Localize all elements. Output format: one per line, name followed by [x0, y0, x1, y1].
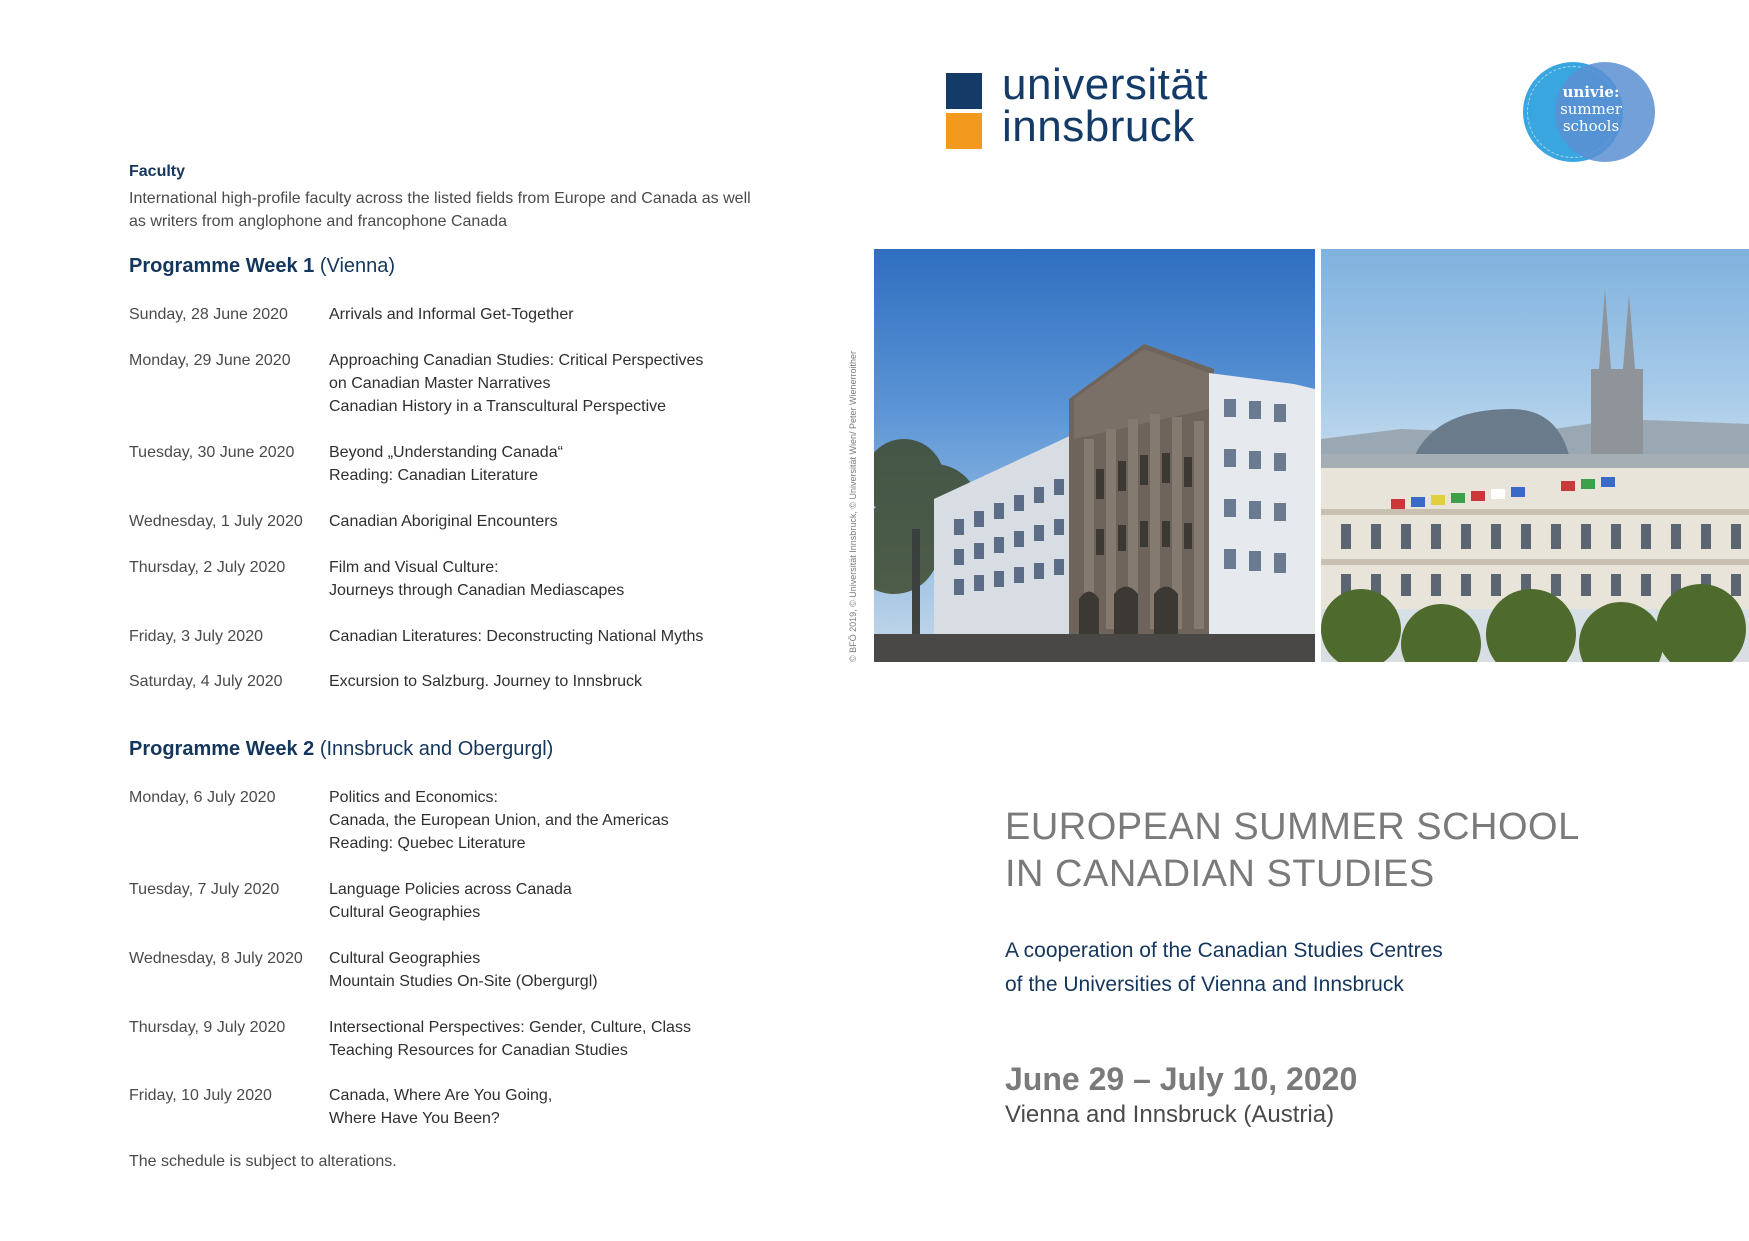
schedule-date: Thursday, 9 July 2020 [129, 1019, 286, 1036]
schedule-date: Friday, 3 July 2020 [129, 628, 263, 645]
photo-credit: © BFÖ 2019, © Universität Innsbruck, © Universität Wien/ Peter Wienerroither [848, 350, 858, 662]
week1-title: Programme Week 1 [129, 255, 315, 277]
cooperation-text [1005, 934, 1443, 1002]
schedule-date: Tuesday, 30 June 2020 [129, 444, 295, 461]
schedule-item: Beyond „Understanding Canada“ [329, 444, 563, 461]
schedule-date: Monday, 6 July 2020 [129, 789, 276, 806]
event-place: Vienna and Innsbruck (Austria) [1005, 1101, 1335, 1128]
schedule-item: Cultural Geographies [329, 904, 481, 921]
event-dates: June 29 – July 10, 2020 [1005, 1061, 1358, 1097]
schedule-date: Monday, 29 June 2020 [129, 352, 291, 369]
schedule-item: Approaching Canadian Studies: Critical Perspectives [329, 352, 704, 369]
schedule-item: Teaching Resources for Canadian Studies [329, 1042, 628, 1059]
schedule-item: Mountain Studies On-Site (Obergurgl) [329, 973, 598, 990]
faculty-description: International high-profile faculty across the listed fields from Europe and Canada as well as writers from anglophone and francophone Canada [129, 190, 751, 230]
schedule-item: Reading: Quebec Literature [329, 835, 526, 852]
schedule-item: Canada, the European Union, and the Americas [329, 812, 669, 829]
schedule-item: Intersectional Perspectives: Gender, Culture, Class [329, 1019, 691, 1036]
schedule-item: on Canadian Master Narratives [329, 375, 551, 392]
week2-title: Programme Week 2 [129, 738, 315, 760]
schedule-item: Where Have You Been? [329, 1110, 500, 1127]
title-line2: IN CANADIAN STUDIES [1005, 853, 1435, 895]
logo-text-line1: universität [1002, 60, 1209, 109]
week1-heading [129, 255, 395, 278]
faculty-heading: Faculty [129, 163, 186, 180]
schedule-item: Cultural Geographies [329, 950, 481, 967]
universitaet-innsbruck-logo [946, 60, 1276, 152]
schedule-item: Reading: Canadian Literature [329, 467, 539, 484]
cooperation-line1: A cooperation of the Canadian Studies Centres [1005, 939, 1443, 962]
schedule-date: Wednesday, 8 July 2020 [129, 950, 303, 967]
schedule-item: Journeys through Canadian Mediascapes [329, 582, 625, 599]
schedule-date: Tuesday, 7 July 2020 [129, 881, 280, 898]
schedule-item: Canadian History in a Transcultural Perspective [329, 398, 667, 415]
title-line1: EUROPEAN SUMMER SCHOOL [1005, 806, 1580, 848]
schedule-item: Canadian Literatures: Deconstructing National Myths [329, 628, 704, 645]
logo-orange-square [946, 113, 982, 149]
univie-logo-line2: summer [1560, 100, 1622, 118]
innsbruck-building-illustration [874, 249, 1315, 662]
cooperation-line2: of the Universities of Vienna and Innsbruck [1005, 973, 1404, 996]
schedule-item: Politics and Economics: [329, 789, 498, 806]
logo-text-line2: innsbruck [1002, 102, 1195, 151]
schedule-date: Sunday, 28 June 2020 [129, 306, 288, 323]
week1-location: (Vienna) [319, 255, 396, 277]
schedule-item: Language Policies across Canada [329, 881, 572, 898]
logo-blue-square [946, 73, 982, 109]
schedule-item: Film and Visual Culture: [329, 559, 499, 576]
schedule-date: Friday, 10 July 2020 [129, 1087, 272, 1104]
schedule-item: Canada, Where Are You Going, [329, 1087, 553, 1104]
univie-summer-schools-logo [1523, 62, 1655, 162]
innsbruck-university-building-photo [874, 249, 1315, 662]
univie-logo-line3: schools [1562, 117, 1620, 135]
schedule-item: Canadian Aboriginal Encounters [329, 513, 558, 530]
schedule-date: Saturday, 4 July 2020 [129, 673, 283, 690]
week2-location: (Innsbruck and Obergurgl) [319, 738, 554, 760]
vienna-building-illustration [1321, 249, 1749, 662]
schedule-item: Excursion to Salzburg. Journey to Innsbruck [329, 673, 643, 690]
schedule-date: Wednesday, 1 July 2020 [129, 513, 303, 530]
summer-school-title [1005, 804, 1580, 898]
univie-logo-line1: univie: [1562, 83, 1620, 101]
schedule-note: The schedule is subject to alterations. [129, 1153, 397, 1170]
vienna-university-building-photo [1321, 249, 1749, 662]
schedule-item: Arrivals and Informal Get-Together [329, 306, 574, 323]
week2-heading [129, 738, 553, 761]
schedule-date: Thursday, 2 July 2020 [129, 559, 286, 576]
